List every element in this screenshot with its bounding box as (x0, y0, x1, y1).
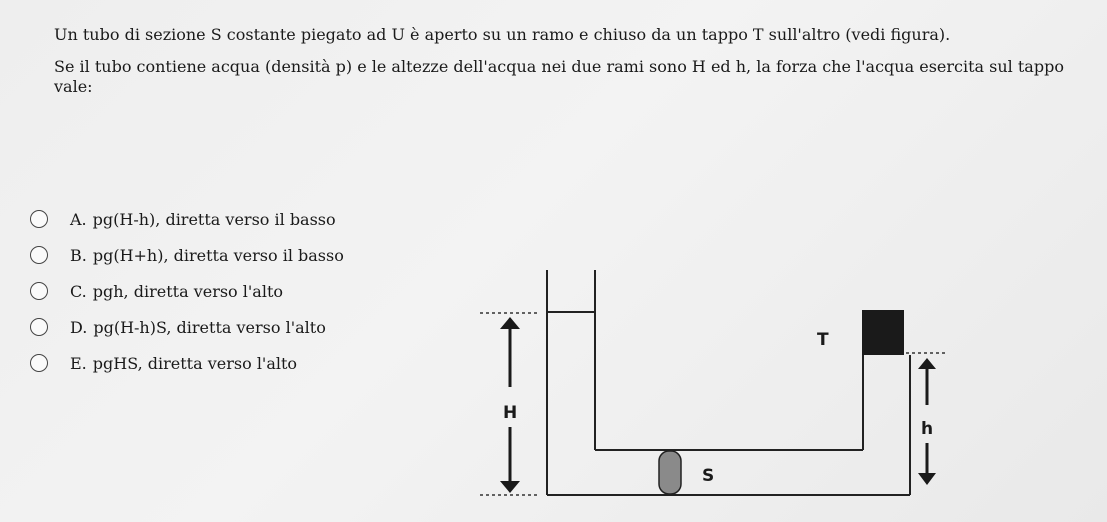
option-letter: D. (70, 317, 88, 337)
label-h-small: h (921, 419, 934, 439)
option-letter: C. (70, 281, 87, 301)
option-text: pgh, diretta verso l'alto (92, 281, 284, 301)
radio-a[interactable] (30, 210, 48, 228)
option-c[interactable] (30, 273, 344, 309)
option-d[interactable] (30, 309, 344, 345)
option-letter: B. (70, 245, 87, 265)
option-text: pg(H-h), diretta verso il basso (92, 209, 336, 229)
option-text: pg(H-h)S, diretta verso l'alto (93, 317, 326, 337)
label-s: S (702, 466, 715, 486)
option-b[interactable] (30, 237, 344, 273)
label-t: T (817, 330, 829, 350)
radio-e[interactable] (30, 354, 48, 372)
cross-section-s (659, 451, 681, 494)
option-text: pgHS, diretta verso l'alto (92, 353, 298, 373)
answer-options (30, 201, 344, 381)
option-a[interactable] (30, 201, 344, 237)
question-line-1: Un tubo di sezione S costante piegato ad U è aperto su un ramo e chiuso da un tappo T sull'altro (vedi figura). (54, 25, 951, 44)
u-tube-figure (470, 265, 950, 515)
radio-b[interactable] (30, 246, 48, 264)
option-letter: E. (70, 353, 87, 373)
cap-t (862, 310, 904, 355)
option-text: pg(H+h), diretta verso il basso (92, 245, 344, 265)
question-line-2: Se il tubo contiene acqua (densità p) e le altezze dell'acqua nei due rami sono H ed h, la forza che l'acqua esercita sul tappo vale: (54, 57, 1064, 96)
u-tube (547, 270, 910, 495)
question-text (54, 25, 1084, 109)
option-e[interactable] (30, 345, 344, 381)
option-letter: A. (70, 209, 87, 229)
label-h-big: H (503, 403, 518, 423)
radio-d[interactable] (30, 318, 48, 336)
radio-c[interactable] (30, 282, 48, 300)
